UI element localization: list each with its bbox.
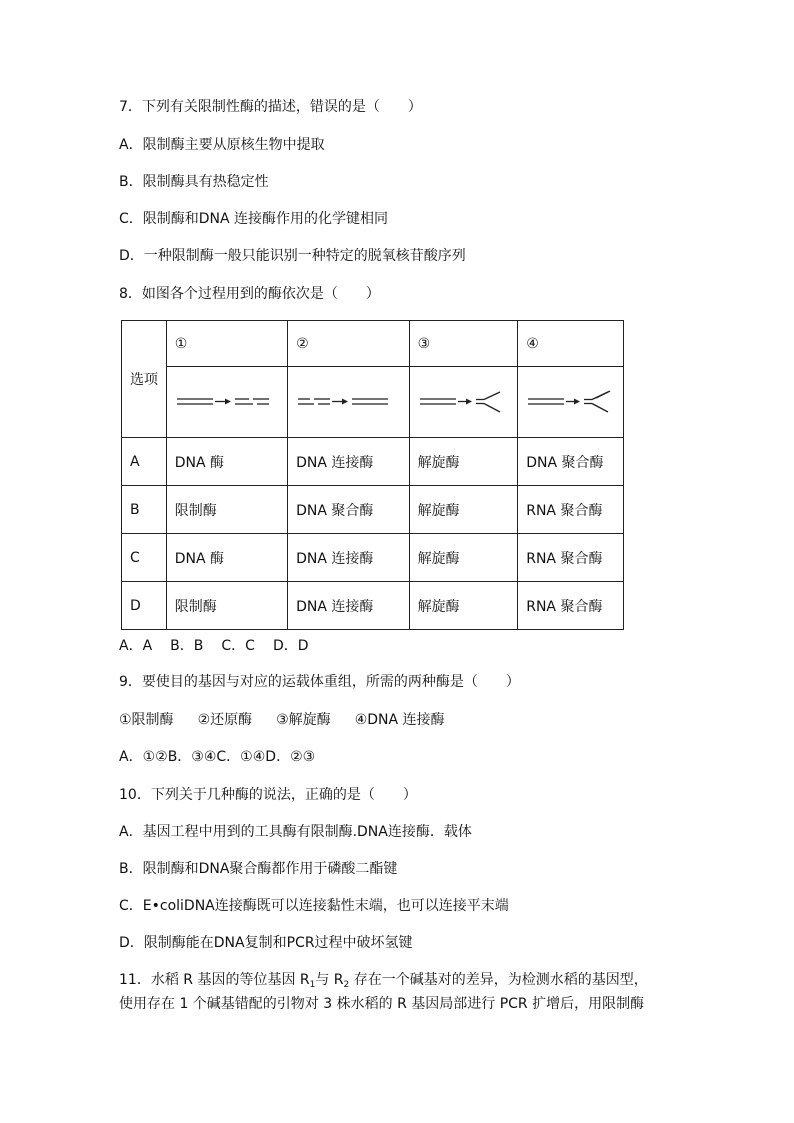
table-cell: RNA 聚合酶 xyxy=(518,582,624,630)
table-row-b xyxy=(122,486,624,534)
question-8-stem: 8．如图各个过程用到的酶依次是（ ） xyxy=(119,286,380,302)
enzyme-table xyxy=(121,320,624,630)
option-d: D．②③ xyxy=(265,749,316,765)
question-11-stem-line-1 xyxy=(119,971,648,989)
question-9-items xyxy=(119,711,445,729)
table-cell: DNA 连接酶 xyxy=(288,534,409,582)
table-row-d xyxy=(122,582,624,630)
table-cell: RNA 聚合酶 xyxy=(518,486,624,534)
subscript-2: 2 xyxy=(343,980,350,990)
question-9-stem: 9．要使目的基因与对应的运载体重组，所需的两种酶是（ ） xyxy=(119,674,520,690)
answer-option-a: A．A xyxy=(119,638,153,654)
table-header-2: ② xyxy=(288,321,409,367)
item-3: ③解旋酶 xyxy=(276,712,331,728)
diagram-join-double-strand xyxy=(296,395,392,409)
diagram-cell-4 xyxy=(518,367,624,438)
q11-text: 存在一个碱基对的差异，为检测水稻的基因型， xyxy=(349,972,648,988)
question-10-option-c: C．E•coliDNA连接酶既可以连接黏性末端，也可以连接平末端 xyxy=(119,898,509,914)
question-10-option-a: A．基因工程中用到的工具酶有限制酶.DNA连接酶．载体 xyxy=(119,824,472,840)
item-1: ①限制酶 xyxy=(119,712,174,728)
q11-text: 11．水稻 R 基因的等位基因 R xyxy=(119,972,310,988)
question-9-options xyxy=(119,748,315,766)
option-b: B．③④ xyxy=(167,749,217,765)
answer-option-b: B．B xyxy=(170,638,204,654)
table-cell: 解旋酶 xyxy=(409,534,518,582)
question-10-option-d: D．限制酶能在DNA复制和PCR过程中破坏氢键 xyxy=(119,935,413,951)
option-a: A．①② xyxy=(119,749,168,765)
table-header-1: ① xyxy=(166,321,287,367)
question-11-stem-line-2: 使用存在 1 个碱基错配的引物对 3 株水稻的 R 基因局部进行 PCR 扩增后，用限制酶 xyxy=(119,996,645,1012)
table-cell: 解旋酶 xyxy=(409,438,518,486)
question-10-option-b: B．限制酶和DNA聚合酶都作用于磷酸二酯键 xyxy=(119,861,398,877)
table-cell: DNA 酶 xyxy=(166,534,287,582)
question-7-option-c: C．限制酶和DNA 连接酶作用的化学键相同 xyxy=(119,211,389,227)
table-cell: 限制酶 xyxy=(166,486,287,534)
table-cell: DNA 聚合酶 xyxy=(518,438,624,486)
question-10-stem: 10．下列关于几种酶的说法，正确的是（ ） xyxy=(119,787,417,803)
row-label: C xyxy=(122,534,167,582)
table-cell: DNA 酶 xyxy=(166,438,287,486)
table-cell: 解旋酶 xyxy=(409,582,518,630)
question-8-answer-options xyxy=(119,637,309,655)
q11-text: 与 R xyxy=(315,972,344,988)
diagram-unwind-double-strand xyxy=(418,390,508,414)
subscript-1: 1 xyxy=(309,980,316,990)
row-label: D xyxy=(122,582,167,630)
answer-option-c: C．C xyxy=(221,638,255,654)
table-cell: DNA 连接酶 xyxy=(288,438,409,486)
table-corner-label: 选项 xyxy=(122,321,167,438)
table-cell: DNA 连接酶 xyxy=(288,582,409,630)
row-label: B xyxy=(122,486,167,534)
table-cell: RNA 聚合酶 xyxy=(518,534,624,582)
question-7-option-d: D．一种限制酶一般只能识别一种特定的脱氧核苷酸序列 xyxy=(119,248,466,264)
diagram-transcribe-strand xyxy=(526,390,616,414)
table-row-a xyxy=(122,438,624,486)
question-7-option-b: B．限制酶具有热稳定性 xyxy=(119,174,269,190)
item-4: ④DNA 连接酶 xyxy=(354,712,445,728)
table-cell: 限制酶 xyxy=(166,582,287,630)
diagram-cell-3 xyxy=(409,367,518,438)
table-cell: 解旋酶 xyxy=(409,486,518,534)
diagram-cut-double-strand xyxy=(175,395,271,409)
table-header-4: ④ xyxy=(518,321,624,367)
item-2: ②还原酶 xyxy=(197,712,253,728)
diagram-cell-1 xyxy=(166,367,287,438)
answer-option-d: D．D xyxy=(272,638,309,654)
table-header-3: ③ xyxy=(409,321,518,367)
option-c: C．①④ xyxy=(216,749,266,765)
table-row-c xyxy=(122,534,624,582)
row-label: A xyxy=(122,438,167,486)
diagram-cell-2 xyxy=(288,367,409,438)
table-cell: DNA 聚合酶 xyxy=(288,486,409,534)
question-7-stem: 7．下列有关限制性酶的描述，错误的是（ ） xyxy=(119,99,422,115)
question-7-option-a: A．限制酶主要从原核生物中提取 xyxy=(119,137,325,153)
